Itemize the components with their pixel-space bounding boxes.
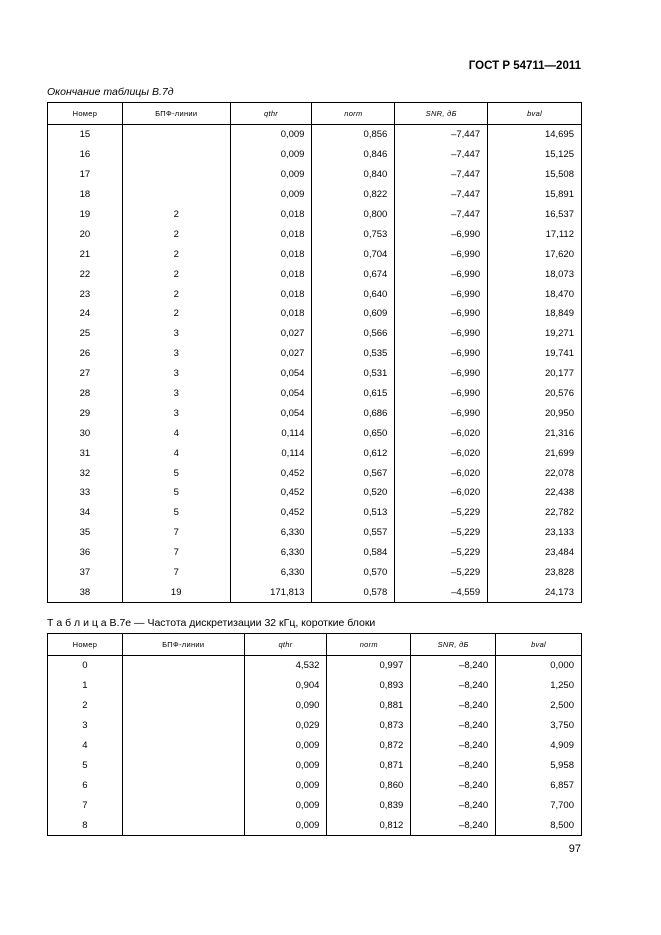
table-cell: 14,695 [488, 125, 582, 145]
table-cell: 0,871 [327, 755, 411, 775]
table-cell: 0,054 [230, 403, 312, 423]
table-row [48, 384, 582, 404]
table-cell: 0,650 [312, 423, 395, 443]
table-cell: 28 [48, 384, 123, 404]
table-cell: 2 [122, 224, 230, 244]
table-cell: 0,840 [312, 165, 395, 185]
table-cell: 2 [122, 244, 230, 264]
table-cell: –8,240 [411, 716, 496, 736]
table-cell: 0,609 [312, 304, 395, 324]
table-cell: –7,447 [395, 125, 488, 145]
table-cell: 21 [48, 244, 123, 264]
table-row [48, 503, 582, 523]
table-row [48, 696, 582, 716]
table-row [48, 224, 582, 244]
table-row [48, 443, 582, 463]
table-row [48, 676, 582, 696]
table-cell: 0,009 [244, 815, 327, 835]
table-cell: 3 [122, 364, 230, 384]
table-cell: 0,018 [230, 264, 312, 284]
table-row [48, 582, 582, 602]
table-cell: 2 [122, 205, 230, 225]
table-row [48, 205, 582, 225]
table-cell: 1 [48, 676, 123, 696]
table-cell: 34 [48, 503, 123, 523]
table-cell: 37 [48, 563, 123, 583]
table-cell: –7,447 [395, 145, 488, 165]
table-cell: 35 [48, 523, 123, 543]
table-cell: –7,447 [395, 165, 488, 185]
table-cell: 15 [48, 125, 123, 145]
table-cell: –6,020 [395, 443, 488, 463]
table-cell: 25 [48, 324, 123, 344]
table-cell: 20 [48, 224, 123, 244]
table-cell: 0,029 [244, 716, 327, 736]
table-cell: 0,520 [312, 483, 395, 503]
column-header: qthr [230, 103, 312, 125]
table-cell: 31 [48, 443, 123, 463]
table-cell: –6,990 [395, 364, 488, 384]
table-cell: 19,271 [488, 324, 582, 344]
table-row [48, 563, 582, 583]
table-cell: 38 [48, 582, 123, 602]
table-cell: 6 [48, 775, 123, 795]
table-cell: 2 [122, 304, 230, 324]
table-cell: 5 [122, 463, 230, 483]
table-cell: 7 [122, 543, 230, 563]
table-row [48, 736, 582, 756]
table-cell: –6,990 [395, 224, 488, 244]
table-cell: 22 [48, 264, 123, 284]
table-cell: 19 [48, 205, 123, 225]
table-row [48, 125, 582, 145]
table-cell [122, 145, 230, 165]
table-cell: 23,133 [488, 523, 582, 543]
table-cell: 0,612 [312, 443, 395, 463]
table-cell: 21,316 [488, 423, 582, 443]
table-cell: 24 [48, 304, 123, 324]
table-cell: 0,584 [312, 543, 395, 563]
table-cell: 23 [48, 284, 123, 304]
column-header: Номер [48, 634, 123, 656]
table-cell: 4 [122, 443, 230, 463]
table-cell: 27 [48, 364, 123, 384]
table-cell: 15,891 [488, 185, 582, 205]
table-cell: –6,990 [395, 264, 488, 284]
table-cell: 0,452 [230, 483, 312, 503]
document-code: ГОСТ Р 54711—2011 [468, 60, 581, 72]
table-cell: 0,027 [230, 344, 312, 364]
column-header: SNR, дБ [395, 103, 488, 125]
table-cell: 1,250 [496, 676, 582, 696]
table-cell: 0,846 [312, 145, 395, 165]
table-cell: 0,009 [244, 755, 327, 775]
table-cell: 36 [48, 543, 123, 563]
table-cell: 2 [122, 284, 230, 304]
column-header: qthr [244, 634, 327, 656]
table-2-caption: Т а б л и ц а В.7е — Частота дискретизации 32 кГц, короткие блоки [47, 617, 376, 629]
table-cell: –5,229 [395, 523, 488, 543]
table-cell: 18,073 [488, 264, 582, 284]
table-cell: 6,330 [230, 563, 312, 583]
table-cell: –7,447 [395, 205, 488, 225]
table-cell: 3 [48, 716, 123, 736]
table-cell: 0,567 [312, 463, 395, 483]
table-cell: 17 [48, 165, 123, 185]
table-cell: 0,686 [312, 403, 395, 423]
table-cell: 16,537 [488, 205, 582, 225]
table-2 [47, 633, 582, 836]
table-cell: –6,990 [395, 344, 488, 364]
table-cell: 20,950 [488, 403, 582, 423]
table-cell: 0,452 [230, 463, 312, 483]
table-cell: 17,620 [488, 244, 582, 264]
table-cell: 0,114 [230, 443, 312, 463]
table-cell: 0,570 [312, 563, 395, 583]
table-row [48, 284, 582, 304]
column-header: БПФ-линии [122, 634, 244, 656]
table-cell: –5,229 [395, 563, 488, 583]
table-2-body [48, 656, 582, 836]
table-cell: –6,020 [395, 463, 488, 483]
table-cell: 3 [122, 324, 230, 344]
table-cell: 18,849 [488, 304, 582, 324]
table-cell: 0,822 [312, 185, 395, 205]
table-cell: 2,500 [496, 696, 582, 716]
table-cell [122, 736, 244, 756]
table-cell: 26 [48, 344, 123, 364]
table-cell: 0,000 [496, 656, 582, 676]
table-cell: 0,090 [244, 696, 327, 716]
table-cell: 0,881 [327, 696, 411, 716]
table-cell: 0,904 [244, 676, 327, 696]
table-cell: 4 [48, 736, 123, 756]
table-row [48, 244, 582, 264]
table-cell: 4,532 [244, 656, 327, 676]
table-cell: 0,452 [230, 503, 312, 523]
table-cell: 5,958 [496, 755, 582, 775]
table-cell: –6,990 [395, 324, 488, 344]
table-cell: 3 [122, 403, 230, 423]
table-cell: 0,640 [312, 284, 395, 304]
table-cell: –6,020 [395, 483, 488, 503]
table-cell [122, 795, 244, 815]
table-cell: 5 [48, 755, 123, 775]
table-cell: 7,700 [496, 795, 582, 815]
table-cell: 24,173 [488, 582, 582, 602]
table-cell: –8,240 [411, 775, 496, 795]
table-cell: –8,240 [411, 736, 496, 756]
table-cell: 19,741 [488, 344, 582, 364]
table-cell: 5 [122, 483, 230, 503]
table-cell: 22,078 [488, 463, 582, 483]
table-cell: –8,240 [411, 755, 496, 775]
column-header: norm [312, 103, 395, 125]
table-cell: 2 [48, 696, 123, 716]
table-cell: 0,860 [327, 775, 411, 795]
table-cell: 0,674 [312, 264, 395, 284]
table-cell: –6,990 [395, 284, 488, 304]
table-row [48, 344, 582, 364]
column-header: Номер [48, 103, 123, 125]
table-cell: 0,009 [244, 736, 327, 756]
table-cell: 23,828 [488, 563, 582, 583]
table-cell: 0,997 [327, 656, 411, 676]
table-cell: 19 [122, 582, 230, 602]
table-cell: 0,009 [230, 165, 312, 185]
table-row [48, 463, 582, 483]
table-row [48, 795, 582, 815]
table-cell: 0,009 [230, 145, 312, 165]
column-header: bval [496, 634, 582, 656]
table-row [48, 483, 582, 503]
table-row [48, 815, 582, 835]
table-cell: 22,782 [488, 503, 582, 523]
table-cell: 8 [48, 815, 123, 835]
table-cell: 6,857 [496, 775, 582, 795]
table-cell: 0,018 [230, 224, 312, 244]
table-row [48, 755, 582, 775]
table-cell: 0,856 [312, 125, 395, 145]
table-cell: 18,470 [488, 284, 582, 304]
table-cell: –8,240 [411, 795, 496, 815]
table-cell: 0,018 [230, 244, 312, 264]
table-cell: 4,909 [496, 736, 582, 756]
table-cell: 4 [122, 423, 230, 443]
table-cell: 22,438 [488, 483, 582, 503]
table-row [48, 185, 582, 205]
table-cell [122, 185, 230, 205]
table-cell: 171,813 [230, 582, 312, 602]
table-cell: 0,009 [230, 185, 312, 205]
table-cell: 2 [122, 264, 230, 284]
table-cell: 0,753 [312, 224, 395, 244]
table-cell [122, 656, 244, 676]
table-cell: 3 [122, 344, 230, 364]
table-cell: 7 [122, 563, 230, 583]
table-cell: 0,531 [312, 364, 395, 384]
table-cell: 0,009 [244, 795, 327, 815]
table-cell: 0,893 [327, 676, 411, 696]
table-cell [122, 755, 244, 775]
table-cell: –6,990 [395, 304, 488, 324]
table-cell: 5 [122, 503, 230, 523]
column-header: SNR, дБ [411, 634, 496, 656]
table-cell: 0,578 [312, 582, 395, 602]
table-row [48, 304, 582, 324]
table-cell: 20,177 [488, 364, 582, 384]
table-cell: 0,557 [312, 523, 395, 543]
table-cell [122, 125, 230, 145]
column-header: norm [327, 634, 411, 656]
table-cell: 0,114 [230, 423, 312, 443]
table-cell: 15,125 [488, 145, 582, 165]
table-cell: –6,990 [395, 384, 488, 404]
table-cell: –8,240 [411, 696, 496, 716]
table-cell: –8,240 [411, 815, 496, 835]
table-cell: 15,508 [488, 165, 582, 185]
table-cell: 0 [48, 656, 123, 676]
table-cell: 18 [48, 185, 123, 205]
table-cell: 0,812 [327, 815, 411, 835]
table-cell: 33 [48, 483, 123, 503]
table-cell: 16 [48, 145, 123, 165]
table-cell: 0,027 [230, 324, 312, 344]
table-cell: 0,513 [312, 503, 395, 523]
table-cell: 20,576 [488, 384, 582, 404]
table-cell: 0,800 [312, 205, 395, 225]
table-cell: 6,330 [230, 523, 312, 543]
table-cell: –6,990 [395, 403, 488, 423]
table-cell: 21,699 [488, 443, 582, 463]
table-cell: 7 [122, 523, 230, 543]
table-cell: 0,872 [327, 736, 411, 756]
table-cell: 0,704 [312, 244, 395, 264]
table-row [48, 523, 582, 543]
table-1-header-row [48, 103, 582, 125]
table-cell: 23,484 [488, 543, 582, 563]
table-2-header-row [48, 634, 582, 656]
table-cell: 0,566 [312, 324, 395, 344]
table-cell: 8,500 [496, 815, 582, 835]
table-row [48, 324, 582, 344]
table-cell [122, 165, 230, 185]
column-header: bval [488, 103, 582, 125]
table-cell: 0,018 [230, 304, 312, 324]
table-cell: –6,990 [395, 244, 488, 264]
table-row [48, 165, 582, 185]
table-row [48, 775, 582, 795]
table-cell: –8,240 [411, 656, 496, 676]
table-cell [122, 815, 244, 835]
table-cell: 0,535 [312, 344, 395, 364]
table-cell: –7,447 [395, 185, 488, 205]
table-1-body [48, 125, 582, 603]
table-cell: 0,615 [312, 384, 395, 404]
table-row [48, 716, 582, 736]
table-cell: –4,559 [395, 582, 488, 602]
table-row [48, 403, 582, 423]
table-cell [122, 775, 244, 795]
table-cell: 7 [48, 795, 123, 815]
column-header: БПФ-линии [122, 103, 230, 125]
table-cell [122, 716, 244, 736]
page-number: 97 [568, 843, 581, 855]
table-cell: 3 [122, 384, 230, 404]
table-cell: 0,054 [230, 384, 312, 404]
table-row [48, 423, 582, 443]
table-cell: 0,009 [244, 775, 327, 795]
table-cell: 0,018 [230, 205, 312, 225]
table-cell: 17,112 [488, 224, 582, 244]
table-cell: 0,018 [230, 284, 312, 304]
table-1 [47, 102, 582, 603]
table-cell: 6,330 [230, 543, 312, 563]
table-row [48, 145, 582, 165]
table-row [48, 264, 582, 284]
table-cell: 0,054 [230, 364, 312, 384]
table-cell: –5,229 [395, 543, 488, 563]
table-cell: 0,873 [327, 716, 411, 736]
table-row [48, 656, 582, 676]
table-row [48, 543, 582, 563]
table-cell: –6,020 [395, 423, 488, 443]
table-cell [122, 696, 244, 716]
table-cell [122, 676, 244, 696]
table-1-caption: Окончание таблицы В.7д [47, 86, 174, 98]
table-cell: 29 [48, 403, 123, 423]
table-cell: –8,240 [411, 676, 496, 696]
table-cell: 3,750 [496, 716, 582, 736]
table-cell: –5,229 [395, 503, 488, 523]
table-cell: 0,009 [230, 125, 312, 145]
table-cell: 0,839 [327, 795, 411, 815]
table-row [48, 364, 582, 384]
table-cell: 30 [48, 423, 123, 443]
table-cell: 32 [48, 463, 123, 483]
